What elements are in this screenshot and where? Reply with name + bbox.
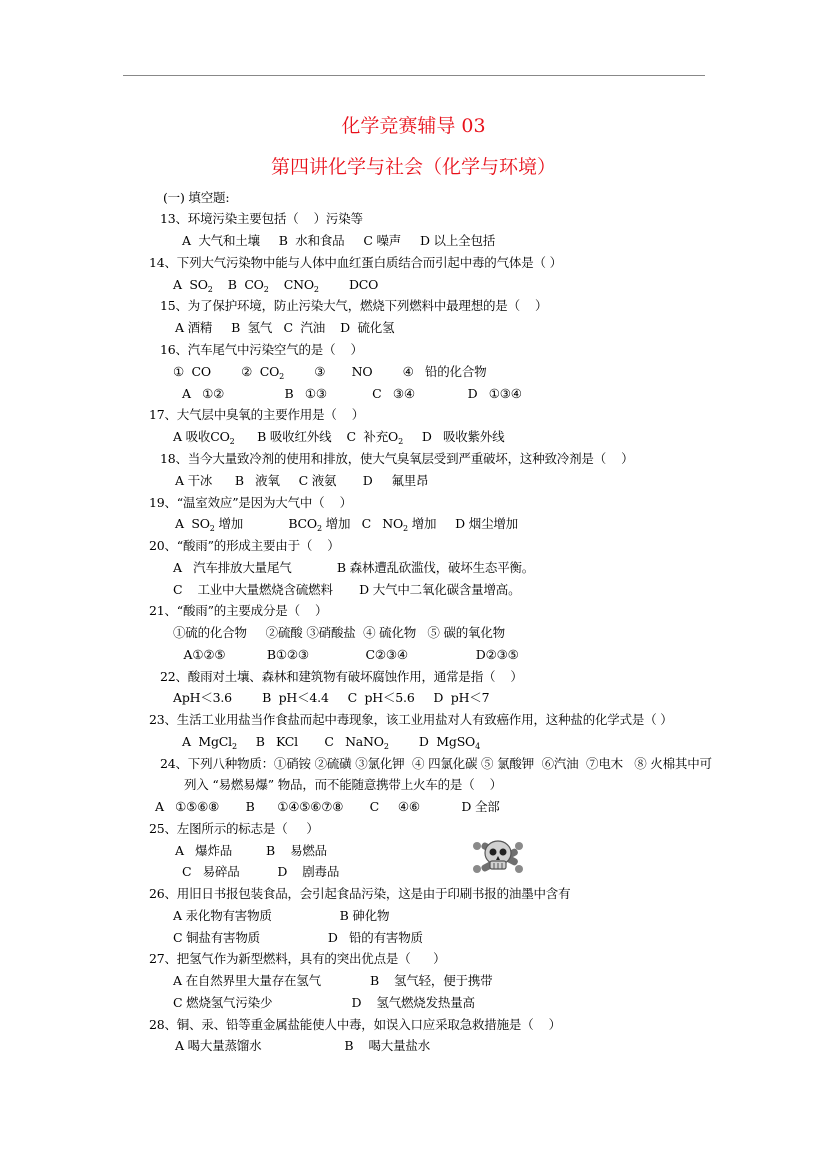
line-text: 增加 C NO [321,516,404,531]
text-line [175,473,428,489]
line-text: A MgCl [182,734,232,749]
line-text: A 爆炸品 B 易燃品 [175,843,327,858]
line-text: DCO [318,277,379,292]
text-line [173,364,486,380]
line-text: A 喝大量蒸馏水 B 喝大量盐水 [175,1038,430,1053]
text-line [173,908,389,924]
line-text: 增加 BCO [214,516,317,531]
line-text: 增加 D 烟尘增加 [407,516,518,531]
text-line [173,930,423,946]
text-line [176,647,519,663]
line-text: A ①② B ①③ C ③④ D ①③④ [182,386,522,401]
line-text: C 工业中大量燃烧含硫燃料 D 大气中二氧化碳含量增高。 [173,582,521,597]
text-line [163,190,229,206]
line-text: C 铜盐有害物质 D 铅的有害物质 [173,930,423,945]
line-text: 28、铜、汞、铅等重金属盐能使人中毒，如误入口应采取急救措施是（ ） [149,1017,561,1032]
doc-subtitle: 第四讲化学与社会（化学与环境） [270,156,556,178]
line-text: A 大气和土壤 B 水和食品 C 噪声 D 以上全包括 [182,233,496,248]
line-text: ③ NO ④ 铅的化合物 [284,364,487,379]
subscript: 2 [207,285,213,294]
line-text: 24、下列八种物质：①硝铵 ②硫磺 ③氯化钾 ④ 四氯化碳 ⑤ 氯酸钾 ⑥汽油 ⑦电木 ⑧ 火棉其中可 [160,756,712,771]
line-text: D MgSO [388,734,476,749]
line-text: 13、环境污染主要包括（ ）污染等 [160,211,363,226]
text-line [149,821,319,837]
line-text: A 汽车排放大量尾气 B 森林遭乱砍滥伐，破坏生态平衡。 [173,560,535,575]
line-text: A①②⑤ B①②③ C②③④ D②③⑤ [176,647,519,662]
text-line [149,951,445,967]
text-line [173,995,475,1011]
line-text: 15、为了保护环境，防止污染大气，燃烧下列燃料中最理想的是（ ） [160,298,548,313]
line-text: A 吸收CO [173,429,230,444]
line-text: 19、“温室效应”是因为大气中（ ） [149,495,352,510]
line-text: 21、“酸雨”的主要成分是（ ） [149,603,328,618]
text-line [149,712,673,728]
line-text: 列入 “易燃易爆” 物品，而不能随意携带上火车的是（ ） [184,777,502,792]
text-line [182,233,495,249]
line-text: A SO [173,277,208,292]
subscript: 2 [263,285,269,294]
text-line [175,516,518,532]
line-text: A 干冰 B 液氧 C 液氨 D 氟里昂 [175,473,429,488]
doc-title: 化学竞赛辅导 03 [341,115,486,137]
line-text: 14、下列大气污染物中能与人体中血红蛋白质结合而引起中毒的气体是（ ） [149,255,562,270]
subscript: 2 [316,524,322,533]
text-line [173,973,492,989]
text-line [160,211,363,227]
text-line [182,864,339,880]
line-text: ①硫的化合物 ②硫酸 ③硝酸盐 ④ 硫化物 ⑤ 碳的氧化物 [173,625,505,640]
text-line [175,320,394,336]
line-text: A 酒精 B 氢气 C 汽油 D 硫化氢 [175,320,395,335]
text-line [160,756,712,772]
line-text: B 吸收红外线 C 补充O [234,429,399,444]
text-line [175,1038,430,1054]
text-line [149,538,340,554]
text-line [173,582,520,598]
line-text: 22、酸雨对土壤、森林和建筑物有破坏腐蚀作用，通常是指（ ） [160,669,523,684]
line-text: ① CO ② CO [173,364,280,379]
text-line [182,386,522,402]
line-text: D 吸收紫外线 [402,429,505,444]
text-line [182,734,480,750]
text-line [173,429,504,445]
line-text: 25、左图所示的标志是（ ） [149,821,319,836]
line-text: 17、大气层中臭氧的主要作用是（ ） [149,407,365,422]
text-line [160,342,363,358]
line-text: A 在自然界里大量存在氢气 B 氢气轻，便于携带 [173,973,493,988]
subscript: 2 [279,372,285,381]
text-line [160,451,633,467]
text-line [149,407,364,423]
skull-crossbones-icon [469,836,527,878]
subscript: 4 [475,742,480,751]
subscript: 2 [231,742,237,751]
line-text: C 燃烧氢气污染少 D 氢气燃烧发热量高 [173,995,475,1010]
text-line [160,669,523,685]
line-text: ApH＜3.6 B pH＜4.4 C pH＜5.6 D pH＜7 [173,690,490,705]
text-line [149,495,352,511]
line-text: 16、汽车尾气中污染空气的是（ ） [160,342,363,357]
line-text: 20、“酸雨”的形成主要由于（ ） [149,538,340,553]
text-line [184,777,502,793]
text-line [155,799,500,815]
line-text: 26、用旧日书报包装食品，会引起食品污染，这是由于印刷书报的油墨中含有 [149,886,571,901]
subscript: 2 [209,524,215,533]
subscript: 2 [383,742,389,751]
line-text: 23、生活工业用盐当作食盐而起中毒现象，该工业用盐对人有致癌作用，这种盐的化学式是（ ） [149,712,673,727]
subscript: 2 [398,437,403,446]
line-text: 27、把氢气作为新型燃料，具有的突出优点是（ ） [149,951,446,966]
text-line [173,625,505,641]
text-line [173,277,378,293]
line-text: (一) 填空题: [163,190,230,205]
subscript: 2 [403,524,408,533]
top-rule [123,75,705,76]
text-line [149,603,327,619]
text-line [173,560,534,576]
text-line [160,298,547,314]
text-line [175,843,327,859]
line-text: A 汞化物有害物质 B 砷化物 [173,908,390,923]
text-line [173,690,489,706]
line-text: CNO [268,277,314,292]
text-line [149,255,562,271]
text-line [149,1017,561,1033]
line-text: C 易碎品 D 剧毒品 [182,864,340,879]
line-text: A SO [175,516,210,531]
line-text: 18、当今大量致冷剂的使用和排放，使大气臭氧层受到严重破坏，这种致冷剂是（ ） [160,451,634,466]
text-line [149,886,570,902]
subscript: 2 [229,437,235,446]
line-text: A ①⑤⑥⑧ B ①④⑤⑥⑦⑧ C ④⑥ D 全部 [155,799,500,814]
line-text: B KCl C NaNO [236,734,384,749]
line-text: B CO [212,277,264,292]
subscript: 2 [313,285,319,294]
